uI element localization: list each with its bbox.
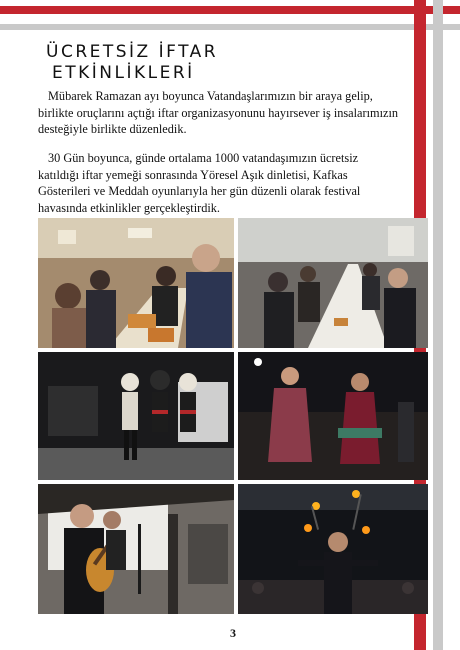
photo-iftar-table-1: [38, 218, 234, 348]
photo-iftar-table-2: [238, 218, 428, 348]
top-grey-stripe: [0, 24, 460, 30]
vertical-grey-stripe: [433, 0, 443, 650]
photo-saz-player: [38, 484, 234, 614]
paragraph-1: Mübarek Ramazan ayı boyunca Vatandaşlarımızın bir araya gelip, birlikte oruçlarını açtığı iftar organizasyonunu hayırsever iş insalarımızın desteğiyle birlikte düzenledik.: [38, 89, 399, 136]
top-red-stripe: [0, 6, 460, 14]
photo-night-dancer: [238, 352, 428, 480]
title-line-1: ÜCRETSİZ İFTAR: [46, 42, 219, 62]
photo-fire-performer: [238, 484, 428, 614]
page-number: 3: [230, 626, 236, 640]
photo-grid: [38, 218, 428, 614]
title-line-2: ETKİNLİKLERİ: [52, 63, 195, 83]
page-title: [46, 42, 366, 84]
photo-kafkas-dance: [38, 352, 234, 480]
paragraph-2: 30 Gün boyunca, günde ortalama 1000 vatandaşımızın ücretsiz katıldığı iftar yemeği sonrasında Yöresel Aşık dinletisi, Kafkas Gösterileri ve Meddah oyunlarıyla her gün düzenli olarak festival havasında etkinlikler gerçekleştirdik.: [38, 151, 361, 215]
